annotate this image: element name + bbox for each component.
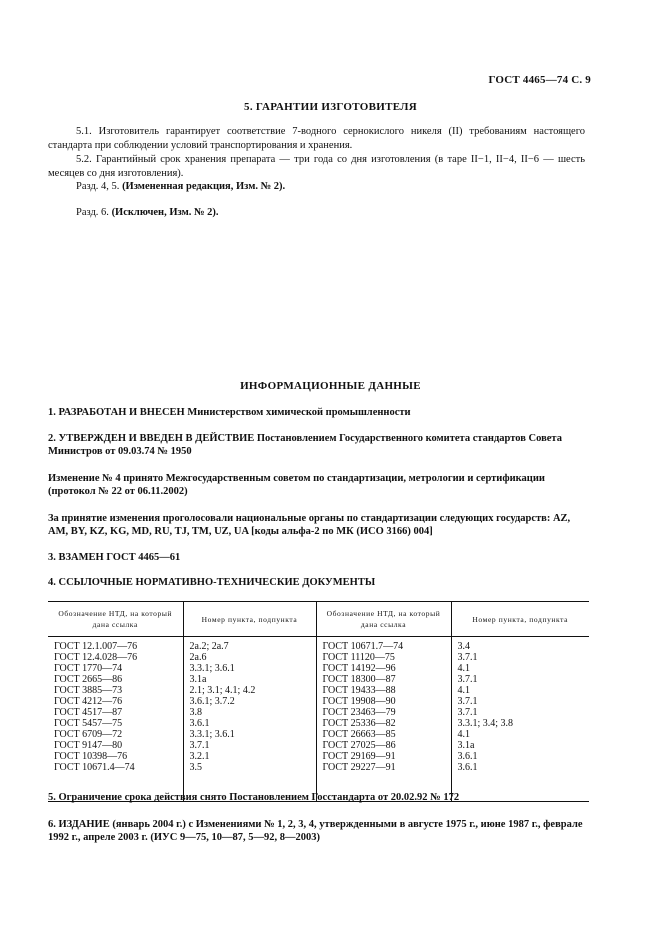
table-item-ref: 4.1 (457, 685, 470, 696)
table-item-ref: 3.7.1 (457, 674, 478, 685)
table-item-ref: 3.6.1; 3.7.2 (189, 696, 235, 707)
info-item-1: 1. РАЗРАБОТАН И ВНЕСЕН Министерством химической промышленности (48, 407, 411, 418)
table-doc-ref: ГОСТ 12.1.007—76 (54, 641, 138, 652)
table-doc-ref: ГОСТ 6709—72 (54, 729, 123, 740)
table-item-ref: 3.8 (189, 707, 202, 718)
excluded-text: (Исключен, Изм. № 2). (111, 207, 219, 218)
table-item-ref: 3.6.1 (457, 751, 478, 762)
section-title-guarantees: 5. ГАРАНТИИ ИЗГОТОВИТЕЛЯ (244, 101, 417, 113)
table-item-ref: 3.4 (457, 641, 470, 652)
section-title-info: ИНФОРМАЦИОННЫЕ ДАННЫЕ (240, 380, 421, 392)
table-header-row (48, 602, 589, 637)
paragraph-5-2: 5.2. Гарантийный срок хранения препарата — три года со дня изготовления (в таре II−1, II−4, II−6 — шесть месяцев со дня изготовления). (48, 154, 585, 179)
table-doc-ref: ГОСТ 4517—87 (54, 707, 123, 718)
header-item-right: Номер пункта, подпункта (451, 602, 589, 637)
header-doc-left: Обозначение НТД, на который дана ссылка (48, 602, 183, 637)
table-doc-ref: ГОСТ 18300—87 (322, 674, 396, 685)
amendment-sections: Разд. 4, 5. (76, 181, 120, 192)
info-item-3: 3. ВЗАМЕН ГОСТ 4465—61 (48, 552, 181, 563)
table-doc-ref: ГОСТ 5457—75 (54, 718, 123, 729)
paragraph-excluded-note (48, 206, 585, 220)
info-item-4: 4. ССЫЛОЧНЫЕ НОРМАТИВНО-ТЕХНИЧЕСКИЕ ДОКУМЕНТЫ (48, 577, 376, 588)
table-item-ref: 3.5 (189, 762, 202, 773)
info-change-4: Изменение № 4 принято Межгосударственным советом по стандартизации, метрологии и сертификации (протокол № 22 от 06.11.2002) (48, 473, 545, 497)
header-item-left: Номер пункта, подпункта (183, 602, 316, 637)
table-item-ref: 2а.6 (189, 652, 207, 663)
table-doc-ref: ГОСТ 10671.4—74 (54, 762, 135, 773)
table-item-ref: 3.7.1 (457, 696, 478, 707)
table-item-ref: 3.7.1 (189, 740, 210, 751)
table-item-ref: 3.3.1; 3.6.1 (189, 663, 235, 674)
table-doc-ref: ГОСТ 1770—74 (54, 663, 123, 674)
paragraph-5-1: 5.1. Изготовитель гарантирует соответствие 7-водного сернокислого никеля (II) требованиям настоящего стандарта при соблюдении условий транспортирования и хранения. (48, 126, 585, 151)
info-item-5: 5. Ограничение срока действия снято Постановлением Госстандарта от 20.02.92 № 172 (48, 792, 460, 803)
table-doc-ref: ГОСТ 23463—79 (322, 707, 396, 718)
table-doc-ref: ГОСТ 29227—91 (322, 762, 396, 773)
table-doc-ref: ГОСТ 27025—86 (322, 740, 396, 751)
table-doc-ref: ГОСТ 2665—86 (54, 674, 123, 685)
table-item-ref: 3.7.1 (457, 652, 478, 663)
table-row (48, 637, 589, 802)
left-docs-cell (48, 637, 183, 802)
table-doc-ref: ГОСТ 14192—96 (322, 663, 396, 674)
table-doc-ref: ГОСТ 19433—88 (322, 685, 396, 696)
table-item-ref: 3.7.1 (457, 707, 478, 718)
table-doc-ref: ГОСТ 11120—75 (322, 652, 395, 663)
table-item-ref: 4.1 (457, 663, 470, 674)
amendment-text: (Измененная редакция, Изм. № 2). (122, 181, 286, 192)
info-approved-by: За принятие изменения проголосовали национальные органы по стандартизации следующих государств: AZ, AM, BY, KZ, KG, MD, RU, TJ, TM, UZ, UA [коды альфа-2 по МК (ИСО 3166) 004] (48, 513, 571, 537)
table-doc-ref: ГОСТ 12.4.028—76 (54, 652, 138, 663)
table-item-ref: 3.1а (189, 674, 207, 685)
right-items-cell (451, 637, 589, 802)
table-doc-ref: ГОСТ 19908—90 (322, 696, 396, 707)
table-doc-ref: ГОСТ 29169—91 (322, 751, 396, 762)
info-item-2: 2. УТВЕРЖДЕН И ВВЕДЕН В ДЕЙСТВИЕ Постановлением Государственного комитета стандартов Совета Министров от 09.03.74 № 1950 (48, 433, 562, 457)
table-item-ref: 3.1а (457, 740, 475, 751)
left-items-cell (183, 637, 316, 802)
table-item-ref: 3.6.1 (457, 762, 478, 773)
reference-documents-table (48, 602, 589, 802)
page-header: ГОСТ 4465—74 С. 9 (488, 74, 591, 86)
table-item-ref: 3.6.1 (189, 718, 210, 729)
right-docs-cell (316, 637, 451, 802)
table-doc-ref: ГОСТ 4212—76 (54, 696, 123, 707)
table-item-ref: 3.3.1; 3.4; 3.8 (457, 718, 514, 729)
excluded-section: Разд. 6. (76, 207, 109, 218)
table-item-ref: 3.3.1; 3.6.1 (189, 729, 235, 740)
table-doc-ref: ГОСТ 26663—85 (322, 729, 396, 740)
table-item-ref: 3.2.1 (189, 751, 210, 762)
table-doc-ref: ГОСТ 10398—76 (54, 751, 128, 762)
table-item-ref: 2а.2; 2а.7 (189, 641, 229, 652)
table-item-ref: 4.1 (457, 729, 470, 740)
table-doc-ref: ГОСТ 25336—82 (322, 718, 396, 729)
table-doc-ref: ГОСТ 3885—73 (54, 685, 123, 696)
table-item-ref: 2.1; 3.1; 4.1; 4.2 (189, 685, 256, 696)
header-doc-right: Обозначение НТД, на который дана ссылка (316, 602, 451, 637)
table-doc-ref: ГОСТ 10671.7—74 (322, 641, 404, 652)
info-item-6: 6. ИЗДАНИЕ (январь 2004 г.) с Изменениями № 1, 2, 3, 4, утвержденными в августе 1975 г., июне 1987 г., феврале 1992 г., апреле 2003 г. (ИУС 9—75, 10—87, 5—92, 8—2003) (48, 819, 583, 843)
paragraph-amendment-note (48, 180, 585, 194)
table-doc-ref: ГОСТ 9147—80 (54, 740, 123, 751)
